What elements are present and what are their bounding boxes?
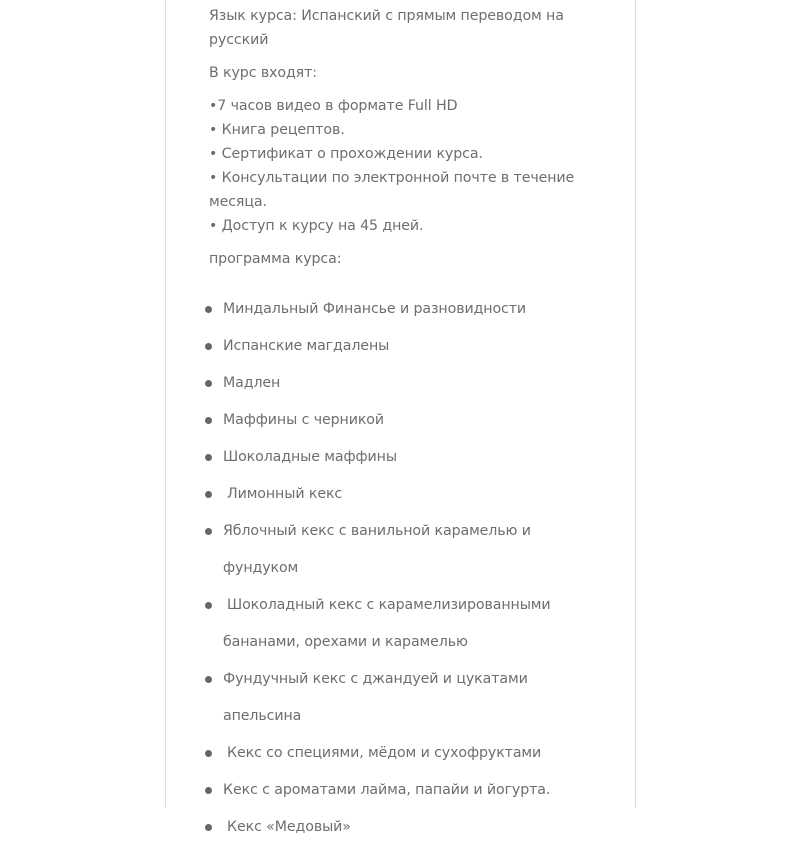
program-item-label: Кекс «Медовый» (227, 819, 351, 835)
course-language: Язык курса: Испанский с прямым переводом на русский (209, 8, 564, 48)
program-item (205, 328, 605, 365)
bullet-icon (205, 676, 212, 683)
bullet-icon (205, 417, 212, 424)
program-item (205, 513, 605, 587)
includes-item: • Доступ к курсу на 45 дней. (209, 218, 424, 234)
program-item (205, 735, 605, 772)
program-item-label: Миндальный Финансье и разновидности (223, 301, 527, 317)
program-item-label: Мадлен (223, 375, 281, 391)
program-item (205, 809, 605, 846)
program-item-label: Испанские магдалены (223, 338, 390, 354)
includes-item: • Консультации по электронной почте в течение месяца. (209, 170, 575, 210)
bullet-icon (205, 750, 212, 757)
program-item-label: Кекс с ароматами лайма, папайи и йогурта. (223, 782, 551, 798)
program-item (205, 772, 605, 809)
bullet-icon (205, 306, 212, 313)
program-item-label: Кекс со специями, мёдом и сухофруктами (227, 745, 542, 761)
bullet-icon (205, 454, 212, 461)
program-item-label: Маффины с черникой (223, 412, 384, 428)
program-item (205, 402, 605, 439)
program-item-label: Лимонный кекс (227, 486, 343, 502)
bullet-icon (205, 380, 212, 387)
includes-heading: В курс входят: (209, 65, 317, 81)
program-item-label: Яблочный кекс с ванильной карамелью и фундуком (223, 523, 531, 576)
bullet-icon (205, 491, 212, 498)
program-list (205, 291, 605, 846)
includes-list (209, 94, 609, 238)
program-item-label: Шоколадные маффины (223, 449, 397, 465)
includes-item: • Сертификат о прохождении курса. (209, 146, 483, 162)
bullet-icon (205, 824, 212, 831)
bullet-icon (205, 343, 212, 350)
includes-item: •7 часов видео в формате Full HD (209, 98, 458, 114)
course-description (209, 4, 609, 846)
bullet-icon (205, 602, 212, 609)
program-item-label: Шоколадный кекс с карамелизированными бананами, орехами и карамелью (223, 597, 551, 650)
program-heading: программа курса: (209, 251, 342, 267)
program-item (205, 587, 605, 661)
program-item (205, 291, 605, 328)
bullet-icon (205, 528, 212, 535)
program-item-label: Фундучный кекс с джандуей и цукатами апельсина (223, 671, 528, 724)
program-item (205, 661, 605, 735)
bullet-icon (205, 787, 212, 794)
program-item (205, 476, 605, 513)
includes-item: • Книга рецептов. (209, 122, 345, 138)
program-item (205, 439, 605, 476)
program-item (205, 365, 605, 402)
